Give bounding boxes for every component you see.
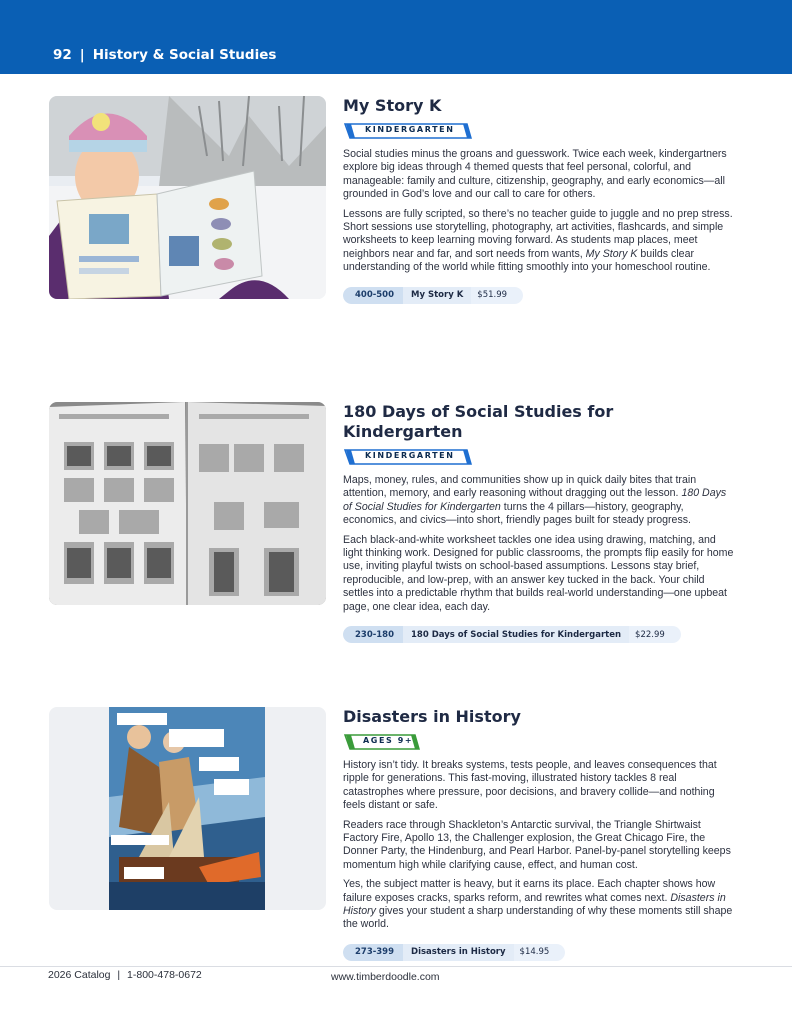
item-code: 273-399	[343, 944, 403, 961]
item-code: 230-180	[343, 626, 403, 643]
description-text: turns the 4 pillars—history, geography, economics, and civics—into short, friendly pages built for steady progress.	[343, 500, 691, 527]
description-text: Yes, the subject matter is heavy, but it earns its place. Each chapter shows how failure exposes cracks, sparks reform, and rewrites what comes next.	[343, 878, 716, 904]
item-code: 400-500	[343, 287, 403, 304]
comic-book-page-photo	[49, 707, 326, 910]
price-tag[interactable]	[343, 287, 523, 304]
product-description	[343, 208, 735, 275]
worksheet-pages-photo	[49, 402, 326, 605]
footer-divider	[0, 966, 792, 967]
age-badge	[343, 734, 735, 750]
product-description: Each black-and-white worksheet tackles one idea using drawing, matching, and light thinking work. Designed for public classrooms, the prompts flip easily for home use, inviting playful twists on school-based assumptions. Lessons stay brief, reproducible, and low-prep, with an answer key tucked in the back. Your child settles into a predictable rhythm that builds real-world understanding—one upbeat page, one clear idea, each day.	[343, 533, 734, 613]
item-name: Disasters in History	[403, 944, 514, 961]
description-italic: My Story K	[585, 247, 638, 260]
header-title	[53, 47, 276, 63]
grade-badge	[343, 123, 735, 139]
item-name: 180 Days of Social Studies for Kindergarten	[403, 626, 629, 643]
product-description: Readers race through Shackleton’s Antarctic survival, the Triangle Shirtwaist Factory Fire, Apollo 13, the Challenger explosion, the Great Chicago Fire, the Donner Party, the Hindenburg, and Pearl Harbor. Panel-by-panel storytelling keeps momentum high while clarifying cause, effect, and human cost.	[343, 818, 731, 871]
grade-badge	[343, 449, 735, 465]
footer-separator: |	[117, 969, 121, 981]
footer-catalog-info	[48, 969, 202, 981]
page-header	[0, 0, 792, 74]
product-title: Disasters in History	[343, 707, 521, 726]
section-title: History & Social Studies	[92, 47, 277, 63]
item-name: My Story K	[403, 287, 471, 304]
page-number: 92	[53, 47, 72, 63]
item-price: $22.99	[635, 629, 665, 640]
grade-badge-label: KINDERGARTEN	[365, 125, 455, 134]
catalog-year: 2026 Catalog	[48, 969, 111, 981]
grade-badge-label: KINDERGARTEN	[365, 451, 455, 460]
description-italic: 180 Days of Social Studies for Kindergarten	[343, 487, 727, 513]
description-text: Maps, money, rules, and communities show up in quick daily bites that train attention, memory, and early reasoning without dragging out the lesson.	[343, 474, 697, 500]
age-badge-label: AGES 9+	[363, 736, 414, 745]
description-text: Lessons are fully scripted, so there’s no teacher guide to juggle and no prep stress. Short sessions use storytelling, photography, art activities, flashcards, and simple worksheets to keep learning moving forward. As students map places, meet neighbors near and far, and sort needs from wants,	[343, 207, 733, 260]
header-separator: |	[79, 47, 85, 63]
price-tag[interactable]	[343, 944, 565, 961]
product-description: Social studies minus the groans and guesswork. Twice each week, kindergartners explore big ideas through 4 themed quests that feel personal, colorful, and manageable: family and culture, citizenship, geography, and early economics—all grounded in God’s love and our call to care for others.	[343, 148, 727, 201]
product-description: History isn’t tidy. It breaks systems, tests people, and leaves consequences that ripple for generations. This fast-moving, illustrated history tackles 8 real catastrophes where pressure, poor decisions, and bravery collide—and nothing feels distant or safe.	[343, 759, 717, 812]
phone-number[interactable]: 1-800-478-0672	[127, 969, 202, 981]
girl-holding-open-book-photo	[49, 96, 326, 299]
website-link[interactable]: www.timberdoodle.com	[331, 971, 440, 983]
description-text: gives your student a sharp understanding of why these moments still shape the world.	[343, 905, 733, 931]
price-tag[interactable]	[343, 626, 681, 643]
item-price: $51.99	[477, 290, 508, 301]
item-price: $14.95	[519, 947, 550, 958]
description-italic: Disasters in History	[343, 891, 726, 918]
description-text: builds clear understanding of the world while fitting smoothly into your homeschool routine.	[343, 247, 711, 274]
product-title: 180 Days of Social Studies for Kindergarten	[343, 402, 614, 441]
product-description	[343, 878, 735, 932]
product-description	[343, 474, 735, 528]
product-title: My Story K	[343, 96, 442, 115]
